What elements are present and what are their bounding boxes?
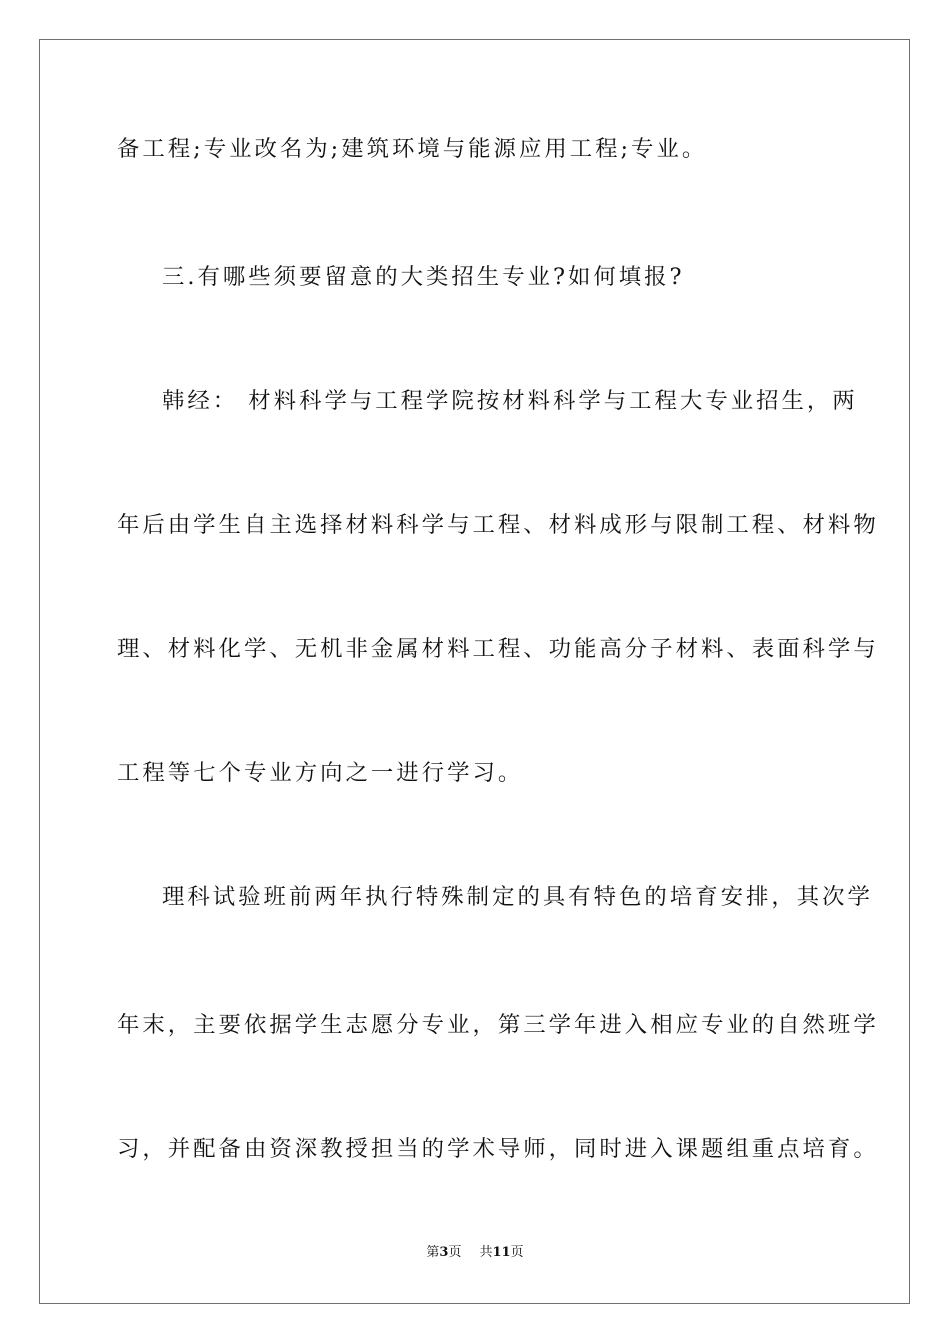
section-heading: 三.有哪些须要留意的大类招生专业?如何填报? bbox=[162, 264, 685, 290]
page-prefix: 第 bbox=[426, 1245, 440, 1260]
total-prefix: 共 bbox=[479, 1245, 493, 1260]
paragraph-line: 习，并配备由资深教授担当的学术导师，同时进入课题组重点培育。 bbox=[117, 1136, 879, 1162]
paragraph-line: 工程等七个专业方向之一进行学习。 bbox=[117, 760, 524, 786]
paragraph-line: 年末，主要依据学生志愿分专业，第三学年进入相应专业的自然班学 bbox=[117, 1012, 879, 1038]
page-number: 3 bbox=[439, 1245, 449, 1260]
total-pages: 11 bbox=[492, 1245, 511, 1260]
page-suffix: 页 bbox=[448, 1245, 462, 1260]
paragraph-line: 理、材料化学、无机非金属材料工程、功能高分子材料、表面科学与 bbox=[117, 636, 879, 662]
paragraph-line: 理科试验班前两年执行特殊制定的具有特色的培育安排，其次学 bbox=[162, 884, 873, 910]
paragraph-line: 年后由学生自主选择材料科学与工程、材料成形与限制工程、材料物 bbox=[117, 512, 879, 538]
paragraph-line: 备工程;专业改名为;建筑环境与能源应用工程;专业。 bbox=[117, 136, 708, 162]
page-border bbox=[39, 39, 910, 1304]
paragraph-line: 韩经： 材料科学与工程学院按材料科学与工程大专业招生，两 bbox=[162, 388, 858, 414]
total-suffix: 页 bbox=[510, 1245, 524, 1260]
page-footer bbox=[0, 1244, 950, 1262]
